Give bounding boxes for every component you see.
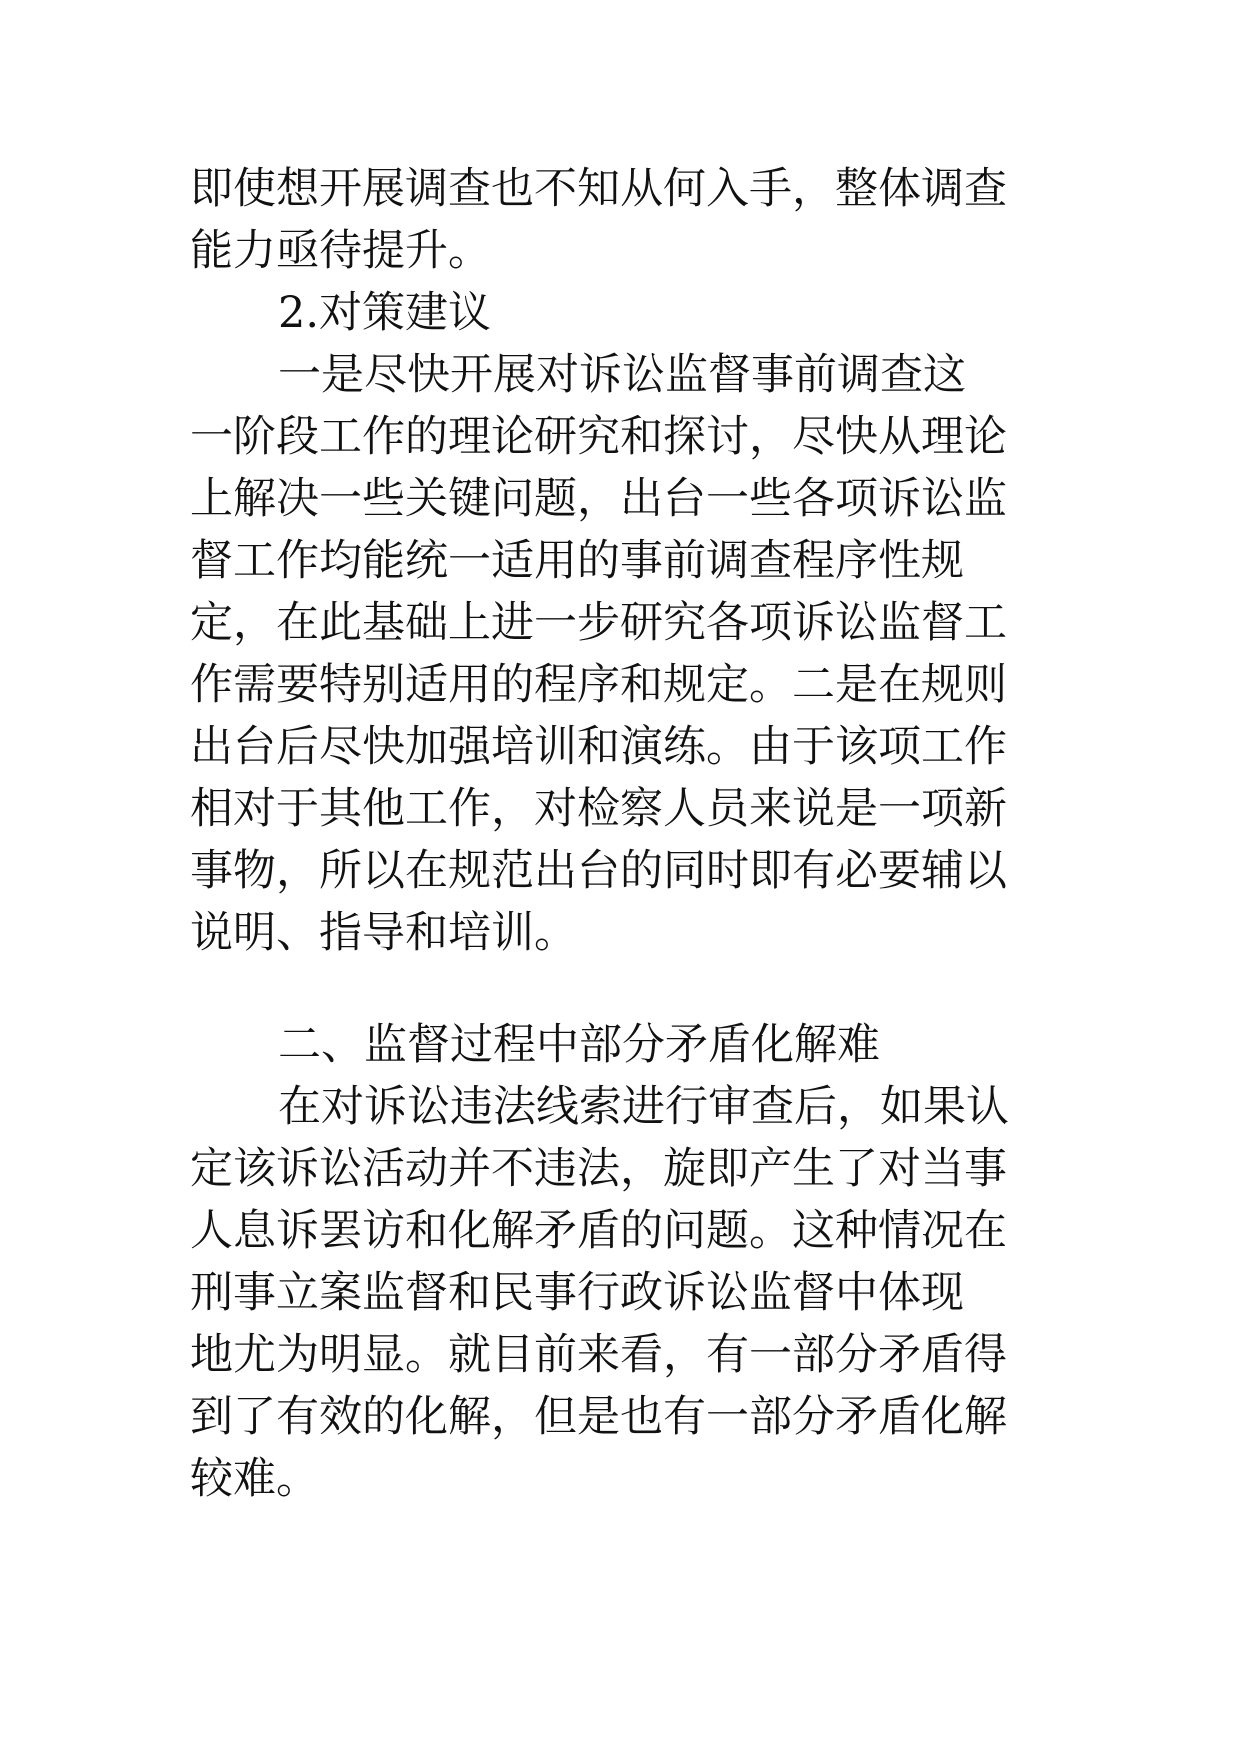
section-heading: 2.对策建议 bbox=[278, 288, 492, 338]
paragraph-line: 出台后尽快加强培训和演练。由于该项工作 bbox=[190, 722, 1007, 772]
document-body bbox=[190, 158, 1070, 1510]
paragraph-line: 较难。 bbox=[190, 1454, 319, 1504]
paragraph-line: 人息诉罢访和化解矛盾的问题。这种情况在 bbox=[190, 1206, 1007, 1256]
paragraph-line: 一是尽快开展对诉讼监督事前调查这 bbox=[278, 350, 966, 400]
paragraph-line: 作需要特别适用的程序和规定。二是在规则 bbox=[190, 660, 1007, 710]
paragraph-line: 即使想开展调查也不知从何入手，整体调查 bbox=[190, 164, 1007, 214]
paragraph-line: 地尤为明显。就目前来看，有一部分矛盾得 bbox=[190, 1330, 1007, 1380]
paragraph-line: 刑事立案监督和民事行政诉讼监督中体现 bbox=[190, 1268, 964, 1318]
paragraph-line: 定，在此基础上进一步研究各项诉讼监督工 bbox=[190, 598, 1007, 648]
section-heading: 二、监督过程中部分矛盾化解难 bbox=[278, 1020, 880, 1070]
paragraph-line: 上解决一些关键问题，出台一些各项诉讼监 bbox=[190, 474, 1007, 524]
paragraph-line: 到了有效的化解，但是也有一部分矛盾化解 bbox=[190, 1392, 1007, 1442]
paragraph-line: 在对诉讼违法线索进行审查后，如果认 bbox=[278, 1082, 1009, 1132]
paragraph-line: 定该诉讼活动并不违法，旋即产生了对当事 bbox=[190, 1144, 1007, 1194]
paragraph-gap bbox=[190, 964, 1070, 1014]
paragraph-line: 相对于其他工作，对检察人员来说是一项新 bbox=[190, 784, 1007, 834]
paragraph-line: 事物，所以在规范出台的同时即有必要辅以 bbox=[190, 846, 1007, 896]
paragraph-line: 说明、指导和培训。 bbox=[190, 908, 577, 958]
paragraph-line: 能力亟待提升。 bbox=[190, 226, 491, 276]
paragraph-line: 一阶段工作的理论研究和探讨，尽快从理论 bbox=[190, 412, 1007, 462]
paragraph-line: 督工作均能统一适用的事前调查程序性规 bbox=[190, 536, 964, 586]
